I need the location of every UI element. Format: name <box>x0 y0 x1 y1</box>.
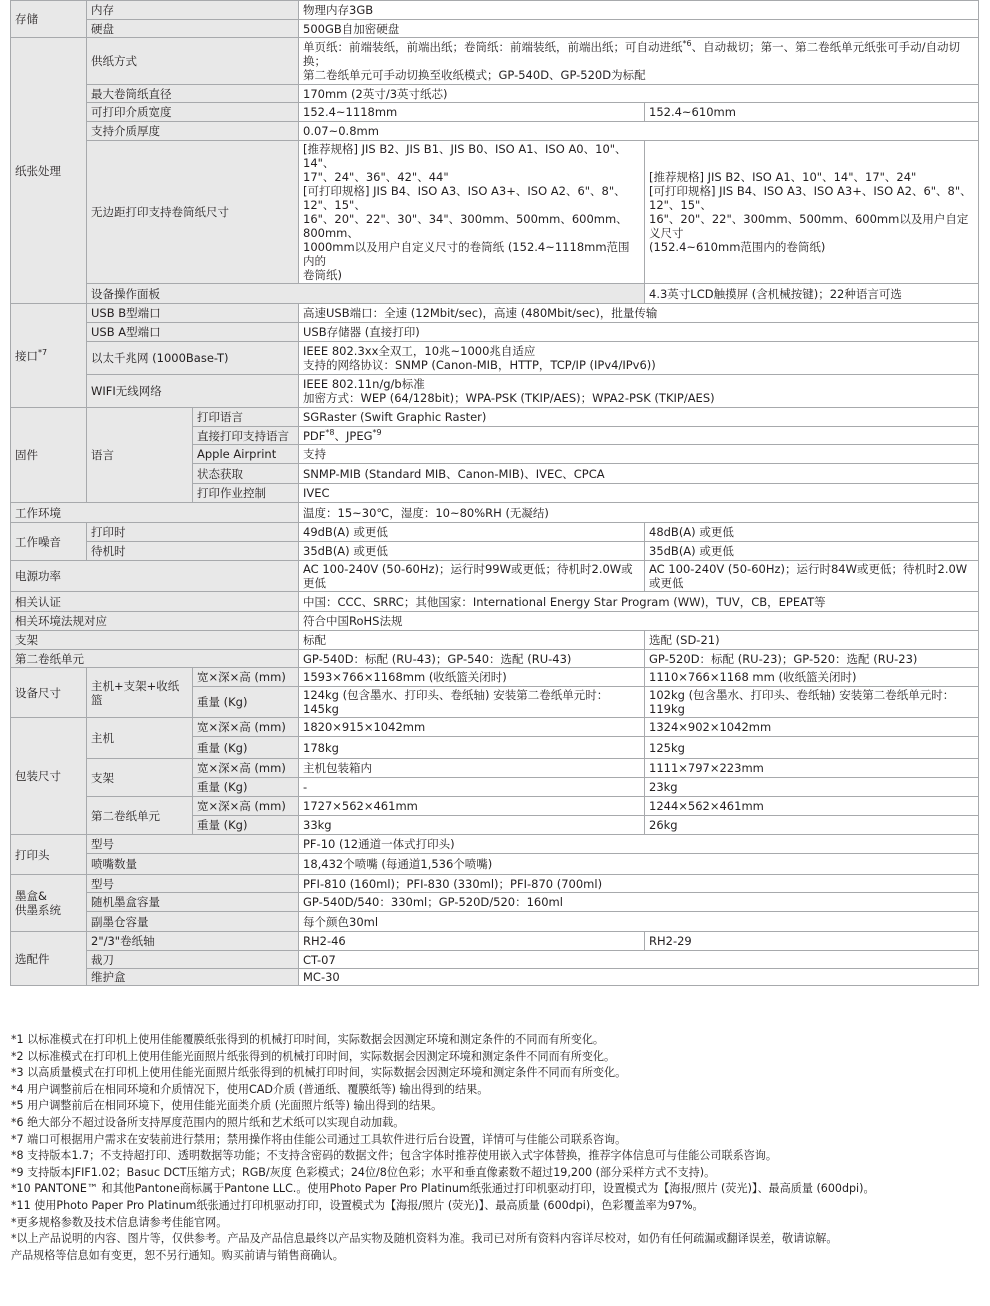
spec-label-cell: 可打印介质宽度 <box>87 103 299 122</box>
spec-value-cell: 49dB(A) 或更低 <box>299 523 645 542</box>
spec-label-cell: 包装尺寸 <box>11 718 87 835</box>
spec-row <box>11 797 979 816</box>
spec-label-cell: WIFI无线网络 <box>87 375 299 408</box>
footnote-marker: *8 <box>325 427 335 437</box>
spec-row <box>11 523 979 542</box>
spec-label-cell: 电源功率 <box>11 561 299 592</box>
spec-row <box>11 668 979 687</box>
spec-value-cell: 500GB自加密硬盘 <box>299 20 979 38</box>
spec-value-cell: 中国：CCC、SRRC；其他国家：International Energy Star Program (WW)，TUV，CB，EPEAT等 <box>299 592 979 612</box>
footnote-line: *8 支持版本1.7；不支持超打印、透明数据等功能；不支持含密码的数据文件；包含字体时推荐使用嵌入式字体替换，推荐字体信息可与佳能公司联系咨询。 <box>11 1149 777 1163</box>
spec-row <box>11 592 979 612</box>
spec-value-cell: RH2-46 <box>299 932 645 951</box>
footnote-line: *以上产品说明的内容、图片等，仅供参考。产品及产品信息最终以产品实物及随机资料为准。我司已对所有资料内容详尽校对，如仍有任何疏漏或翻译误差，敬请谅解。 <box>11 1232 838 1246</box>
spec-label-cell: 副墨仓容量 <box>87 912 299 932</box>
spec-label-cell: 相关认证 <box>11 592 299 612</box>
spec-value-cell: PFI-810 (160ml)；PFI-830 (330ml)；PFI-870 (700ml) <box>299 875 979 893</box>
spec-row <box>11 650 979 668</box>
spec-value-cell: IVEC <box>299 484 979 503</box>
footnote-line: *1 以标准模式在打印机上使用佳能覆膜纸张得到的机械打印时间，实际数据会因测定环境和测定条件的不同而有所变化。 <box>11 1033 605 1046</box>
spec-label-cell: 裁刀 <box>87 951 299 969</box>
spec-label-cell: 最大卷筒纸直径 <box>87 85 299 103</box>
spec-row <box>11 375 979 408</box>
footnote-line: *9 支持版本JFIF1.02；Basuc DCT压缩方式；RGB/灰度 色彩模式；24位/8位色彩；水平和垂直像素数不超过19,200 (部分采样方式不支持)。 <box>11 1165 716 1179</box>
spec-label-cell: 选配件 <box>11 932 87 986</box>
spec-value-cell: 4.3英寸LCD触摸屏 (含机械按键)；22种语言可选 <box>645 284 979 304</box>
spec-value-cell: IEEE 802.11n/g/b标准 加密方式：WEP (64/128bit)；WPA-PSK (TKIP/AES)；WPA2-PSK (TKIP/AES) <box>299 375 979 408</box>
spec-label-cell: 固件 <box>11 408 87 503</box>
spec-value-cell: 0.07~0.8mm <box>299 122 979 141</box>
spec-value-cell: 170mm (2英寸/3英寸纸芯) <box>299 85 979 103</box>
spec-row <box>11 284 979 304</box>
specification-table-body <box>11 1 979 986</box>
spec-row <box>11 122 979 141</box>
spec-row <box>11 854 979 875</box>
spec-value-cell: IEEE 802.3xx全双工，10兆~1000兆自适应 支持的网络协议：SNMP (Canon-MIB，HTTP，TCP/IP (IPv4/IPv6)) <box>299 342 979 375</box>
spec-value-cell: 选配 (SD-21) <box>645 631 979 650</box>
spec-label-cell: 支持介质厚度 <box>87 122 299 141</box>
spec-label-cell: 相关环境法规对应 <box>11 612 299 631</box>
footnote-line: *5 用户调整前后在相同环境下，使用佳能光面类介质 (光面照片纸等) 输出得到的结果。 <box>11 1099 443 1113</box>
spec-label-cell: 主机 <box>87 718 193 759</box>
spec-label-cell: 随机墨盒容量 <box>87 893 299 912</box>
spec-value-cell: GP-540D/540：330ml；GP-520D/520：160ml <box>299 893 979 912</box>
spec-row <box>11 304 979 323</box>
spec-label-cell: 工作环境 <box>11 503 299 523</box>
spec-value-cell: 35dB(A) 或更低 <box>299 542 645 561</box>
spec-value-cell: 每个颜色30ml <box>299 912 979 932</box>
spec-row <box>11 542 979 561</box>
spec-label-cell: 无边距打印支持卷筒纸尺寸 <box>87 141 299 284</box>
spec-label-cell: 存储 <box>11 1 87 38</box>
spec-row <box>11 141 979 284</box>
spec-label-cell: 第二卷纸单元 <box>87 797 193 835</box>
footnote-marker: *7 <box>38 347 48 357</box>
spec-label-cell: 墨盒& 供墨系统 <box>11 875 87 932</box>
spec-value-cell: 支持 <box>299 445 979 464</box>
spec-value-cell: SGRaster (Swift Graphic Raster) <box>299 408 979 427</box>
spec-label-cell: 供纸方式 <box>87 38 299 85</box>
spec-value-cell: CT-07 <box>299 951 979 969</box>
spec-value-cell: 152.4~610mm <box>645 103 979 122</box>
spec-row <box>11 38 979 85</box>
spec-label-cell: 宽×深×高 (mm) <box>193 797 299 816</box>
spec-value-cell: 符合中国RoHS法规 <box>299 612 979 631</box>
spec-label-cell: 打印时 <box>87 523 299 542</box>
spec-label-cell: 纸张处理 <box>11 38 87 304</box>
spec-row <box>11 912 979 932</box>
spec-label-cell: 重量 (Kg) <box>193 816 299 835</box>
spec-value-cell: 1244×562×461mm <box>645 797 979 816</box>
spec-label-cell: 打印作业控制 <box>193 484 299 503</box>
spec-label-cell: 接口$^{*7}$ <box>11 304 87 408</box>
spec-value-cell: [推荐规格] JIS B2、JIS B1、JIS B0、ISO A1、ISO A0、10"、14"、 17"、24"、36"、42"、44" [可打印规格] JIS B4、ISO A3、ISO A3+、ISO A2、6"、8"、12"、15"、 16"、20"、22"、30"、34"、300mm、500mm、600mm、800mm、 1000mm以及用户自定义尺寸的卷筒纸 (152.4~1118mm范围内的 卷筒纸) <box>299 141 645 284</box>
spec-value-cell: 1324×902×1042mm <box>645 718 979 737</box>
spec-row <box>11 85 979 103</box>
spec-value-cell: 主机包装箱内 <box>299 759 645 778</box>
footnote-line: *10 PANTONE™ 和其他Pantone商标属于Pantone LLC.。使用Photo Paper Pro Platinum纸张通过打印机驱动打印，设置模式为【海报/照片 (荧光)】、最高质量 (600dpi)。 <box>11 1182 875 1196</box>
footnote-marker: *9 <box>372 427 382 437</box>
spec-label-cell: 状态获取 <box>193 464 299 484</box>
spec-label-cell: 支架 <box>87 759 193 797</box>
spec-value-cell: 物理内存3GB <box>299 1 979 20</box>
specification-table <box>10 0 979 986</box>
spec-row <box>11 1 979 20</box>
footnote-line: 产品规格等信息如有变更，恕不另行通知。购买前请与销售商确认。 <box>11 1248 344 1262</box>
spec-value-cell: AC 100-240V (50-60Hz)；运行时84W或更低；待机时2.0W或更低 <box>645 561 979 592</box>
spec-label-cell: 主机+支架+收纸篮 <box>87 668 193 718</box>
spec-label-cell: 直接打印支持语言 <box>193 427 299 445</box>
spec-label-cell: 型号 <box>87 875 299 893</box>
footnote-line: *11 使用Photo Paper Pro Platinum纸张通过打印机驱动打印，设置模式为【海报/照片 (荧光)】、最高质量 (600dpi)，色彩覆盖率为97%。 <box>11 1198 704 1212</box>
spec-value-cell: 标配 <box>299 631 645 650</box>
spec-row <box>11 932 979 951</box>
spec-label-cell: 喷嘴数量 <box>87 854 299 875</box>
spec-row <box>11 342 979 375</box>
spec-label-cell: 待机时 <box>87 542 299 561</box>
spec-value-cell: 178kg <box>299 737 645 759</box>
spec-value-cell: [推荐规格] JIS B2、ISO A1、10"、14"、17"、24" [可打印规格] JIS B4、ISO A3、ISO A3+、ISO A2、6"、8"、12"、15"、 16"、20"、22"、300mm、500mm、600mm以及用户自定义尺寸 (152.4~610mm范围内的卷筒纸) <box>645 141 979 284</box>
spec-label-cell: 宽×深×高 (mm) <box>193 668 299 687</box>
spec-row <box>11 969 979 986</box>
footnote-line: *7 端口可根据用户需求在安装前进行禁用；禁用操作将由佳能公司通过工具软件进行后台设置，详情可与佳能公司联系咨询。 <box>11 1132 627 1146</box>
spec-value-cell: 125kg <box>645 737 979 759</box>
spec-value-cell: AC 100-240V (50-60Hz)；运行时99W或更低；待机时2.0W或更低 <box>299 561 645 592</box>
spec-label-cell: 型号 <box>87 835 299 854</box>
spec-label-cell: 重量 (Kg) <box>193 778 299 797</box>
spec-row <box>11 893 979 912</box>
spec-value-cell: 1727×562×461mm <box>299 797 645 816</box>
footnote-line: *4 用户调整前后在相同环境和介质情况下，使用CAD介质 (普通纸、覆膜纸等) 输出得到的结果。 <box>11 1082 489 1096</box>
spec-label-cell: 设备尺寸 <box>11 668 87 718</box>
spec-row <box>11 631 979 650</box>
spec-value-cell: GP-520D：标配 (RU-23)；GP-520：选配 (RU-23) <box>645 650 979 668</box>
spec-value-cell: SNMP-MIB (Standard MIB、Canon-MIB)、IVEC、CPCA <box>299 464 979 484</box>
spec-row <box>11 20 979 38</box>
spec-value-cell: 18,432个喷嘴 (每通道1,536个喷嘴) <box>299 854 979 875</box>
footnotes <box>11 1032 979 1264</box>
spec-row <box>11 503 979 523</box>
spec-row <box>11 561 979 592</box>
spec-value-cell: 152.4~1118mm <box>299 103 645 122</box>
spec-value-cell: - <box>299 778 645 797</box>
spec-label-cell: 维护盒 <box>87 969 299 986</box>
spec-row <box>11 875 979 893</box>
spec-label-cell: 宽×深×高 (mm) <box>193 759 299 778</box>
spec-label-cell: 重量 (Kg) <box>193 737 299 759</box>
footnote-line: *2 以标准模式在打印机上使用佳能光面照片纸张得到的机械打印时间，实际数据会因测定环境和测定条件不同而有所变化。 <box>11 1049 616 1063</box>
footnote-marker: *6 <box>682 39 692 49</box>
spec-value-cell: PDF$^{*8}$、JPEG$^{*9}$ <box>299 427 979 445</box>
spec-value-cell: 35dB(A) 或更低 <box>645 542 979 561</box>
footnote-line: *3 以高质量模式在打印机上使用佳能光面照片纸张得到的机械打印时间，实际数据会因测定环境和测定条件不同而有所变化。 <box>11 1066 627 1080</box>
spec-row <box>11 759 979 778</box>
spec-value-cell: 温度：15~30℃，湿度：10~80%RH (无凝结) <box>299 503 979 523</box>
spec-label-cell: 内存 <box>87 1 299 20</box>
spec-label-cell: 重量 (Kg) <box>193 687 299 718</box>
spec-row <box>11 408 979 427</box>
spec-label-cell: 设备操作面板 <box>87 284 645 304</box>
spec-value-cell: 124kg (包含墨水、打印头、卷纸轴) 安装第二卷纸单元时：145kg <box>299 687 645 718</box>
spec-value-cell: RH2-29 <box>645 932 979 951</box>
spec-label-cell: 2"/3"卷纸轴 <box>87 932 299 951</box>
spec-row <box>11 103 979 122</box>
spec-label-cell: USB B型端口 <box>87 304 299 323</box>
spec-value-cell: USB存储器 (直接打印) <box>299 323 979 342</box>
footnote-line: *6 绝大部分不超过设备所支持厚度范围内的照片纸和艺术纸可以实现自动加载。 <box>11 1115 405 1129</box>
spec-value-cell: 26kg <box>645 816 979 835</box>
spec-value-cell: 1820×915×1042mm <box>299 718 645 737</box>
spec-value-cell: 48dB(A) 或更低 <box>645 523 979 542</box>
spec-label-cell: 打印头 <box>11 835 87 875</box>
spec-row <box>11 323 979 342</box>
spec-label-cell: 以太千兆网 (1000Base-T) <box>87 342 299 375</box>
spec-value-cell: PF-10 (12通道一体式打印头) <box>299 835 979 854</box>
spec-value-cell: 102kg (包含墨水、打印头、卷纸轴) 安装第二卷纸单元时：119kg <box>645 687 979 718</box>
spec-value-cell: 1111×797×223mm <box>645 759 979 778</box>
spec-value-cell: GP-540D：标配 (RU-43)；GP-540：选配 (RU-43) <box>299 650 645 668</box>
spec-row <box>11 951 979 969</box>
spec-label-cell: 支架 <box>11 631 299 650</box>
spec-label-cell: Apple Airprint <box>193 445 299 464</box>
spec-value-cell: 1110×766×1168 mm (收纸篮关闭时) <box>645 668 979 687</box>
spec-value-cell: 高速USB端口：全速 (12Mbit/sec)，高速 (480Mbit/sec)，批量传输 <box>299 304 979 323</box>
spec-label-cell: 第二卷纸单元 <box>11 650 299 668</box>
spec-value-cell: 33kg <box>299 816 645 835</box>
spec-label-cell: USB A型端口 <box>87 323 299 342</box>
spec-value-cell: 1593×766×1168mm (收纸篮关闭时) <box>299 668 645 687</box>
spec-value-cell: MC-30 <box>299 969 979 986</box>
spec-label-cell: 语言 <box>87 408 193 503</box>
spec-row <box>11 718 979 737</box>
spec-value-cell: 23kg <box>645 778 979 797</box>
footnote-line: *更多规格参数及技术信息请参考佳能官网。 <box>11 1215 228 1229</box>
spec-label-cell: 打印语言 <box>193 408 299 427</box>
spec-value-cell: 单页纸：前端装纸，前端出纸；卷筒纸：前端装纸，前端出纸；可自动进纸$^{*6}$、自动裁切；第一、第二卷纸单元纸张可手动/自动切换； 第二卷纸单元可手动切换至收纸模式；GP-540D、GP-520D为标配 <box>299 38 979 85</box>
spec-label-cell: 硬盘 <box>87 20 299 38</box>
spec-label-cell: 宽×深×高 (mm) <box>193 718 299 737</box>
spec-row <box>11 835 979 854</box>
spec-row <box>11 612 979 631</box>
spec-label-cell: 工作噪音 <box>11 523 87 561</box>
